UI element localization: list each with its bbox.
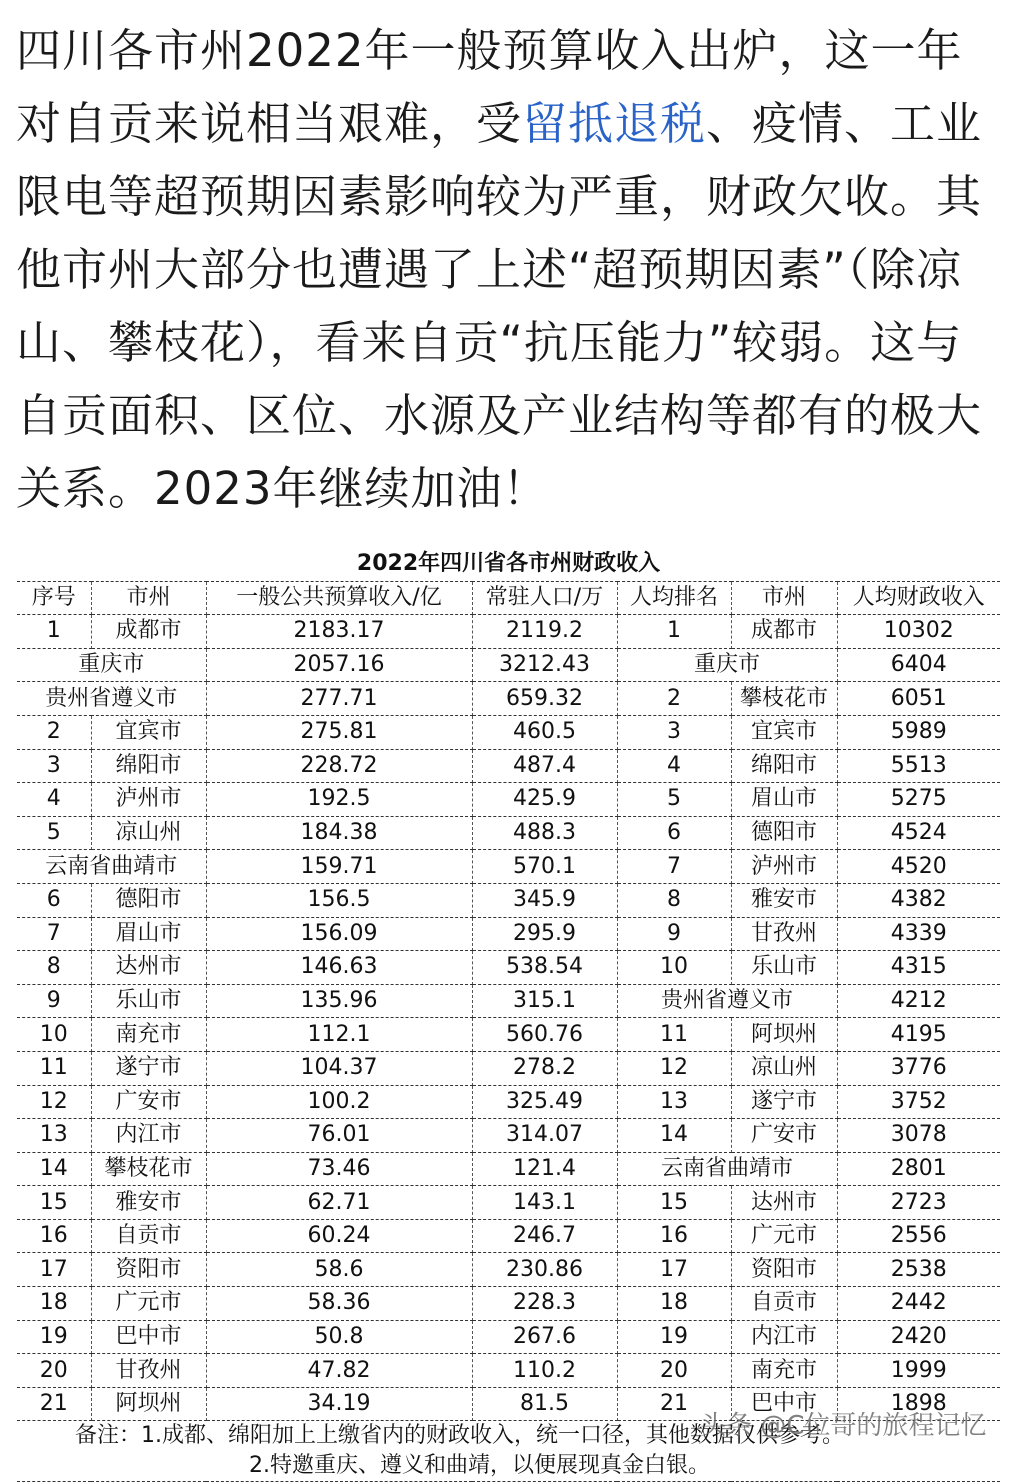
note-line-2: 2.特邀重庆、遵义和曲靖，以便展现真金白银。 <box>249 1453 710 1479</box>
cell-population: 295.9 <box>472 917 617 951</box>
cell-no: 9 <box>17 984 91 1018</box>
cell-city: 内江市 <box>91 1119 206 1153</box>
cell-city: 广元市 <box>91 1287 206 1321</box>
cell-per-capita: 4382 <box>837 883 1000 917</box>
cell-city: 贵州省遵义市 <box>17 682 206 716</box>
cell-no: 2 <box>17 715 91 749</box>
header-city: 市州 <box>91 581 206 615</box>
cell-city: 攀枝花市 <box>91 1152 206 1186</box>
cell-rank-city: 眉山市 <box>731 783 837 817</box>
cell-city: 成都市 <box>91 615 206 649</box>
cell-revenue: 184.38 <box>206 816 472 850</box>
table-row <box>17 1287 1000 1321</box>
table-row <box>17 648 1000 682</box>
cell-revenue: 228.72 <box>206 749 472 783</box>
cell-no: 17 <box>17 1253 91 1287</box>
table-row <box>17 1320 1000 1354</box>
cell-no: 19 <box>17 1320 91 1354</box>
cell-population: 345.9 <box>472 883 617 917</box>
cell-revenue: 60.24 <box>206 1219 472 1253</box>
cell-no: 5 <box>17 816 91 850</box>
table-row <box>17 682 1000 716</box>
table-row <box>17 1051 1000 1085</box>
cell-rank-city: 内江市 <box>731 1320 837 1354</box>
header-rank: 人均排名 <box>617 581 731 615</box>
cell-population: 325.49 <box>472 1085 617 1119</box>
cell-no: 3 <box>17 749 91 783</box>
cell-rank: 9 <box>617 917 731 951</box>
header-population: 常驻人口/万 <box>472 581 617 615</box>
table-row <box>17 1018 1000 1052</box>
cell-rank-city: 甘孜州 <box>731 917 837 951</box>
cell-population: 488.3 <box>472 816 617 850</box>
cell-city: 云南省曲靖市 <box>17 850 206 884</box>
cell-revenue: 58.36 <box>206 1287 472 1321</box>
cell-city: 巴中市 <box>91 1320 206 1354</box>
table-row <box>17 1152 1000 1186</box>
cell-rank: 1 <box>617 615 731 649</box>
cell-no: 13 <box>17 1119 91 1153</box>
cell-per-capita: 2442 <box>837 1287 1000 1321</box>
cell-population: 81.5 <box>472 1387 617 1421</box>
cell-revenue: 100.2 <box>206 1085 472 1119</box>
cell-rank: 15 <box>617 1186 731 1220</box>
cell-revenue: 112.1 <box>206 1018 472 1052</box>
cell-rank-city: 泸州市 <box>731 850 837 884</box>
watermark: 头条 @C位哥的旅程记忆 <box>700 1411 987 1441</box>
cell-no: 12 <box>17 1085 91 1119</box>
cell-per-capita: 2556 <box>837 1219 1000 1253</box>
cell-per-capita: 10302 <box>837 615 1000 649</box>
cell-population: 143.1 <box>472 1186 617 1220</box>
table-row <box>17 951 1000 985</box>
cell-city: 自贡市 <box>91 1219 206 1253</box>
cell-rank: 12 <box>617 1051 731 1085</box>
cell-per-capita: 6404 <box>837 648 1000 682</box>
cell-per-capita: 2801 <box>837 1152 1000 1186</box>
cell-city: 雅安市 <box>91 1186 206 1220</box>
table-row <box>17 917 1000 951</box>
table-row <box>17 1186 1000 1220</box>
cell-city: 达州市 <box>91 951 206 985</box>
cell-population: 2119.2 <box>472 615 617 649</box>
cell-city: 泸州市 <box>91 783 206 817</box>
cell-city: 阿坝州 <box>91 1387 206 1421</box>
cell-per-capita: 1898 <box>837 1387 1000 1421</box>
cell-no: 16 <box>17 1219 91 1253</box>
table-row <box>17 749 1000 783</box>
cell-revenue: 146.63 <box>206 951 472 985</box>
cell-population: 110.2 <box>472 1354 617 1388</box>
cell-per-capita: 3752 <box>837 1085 1000 1119</box>
cell-no: 6 <box>17 883 91 917</box>
cell-city: 德阳市 <box>91 883 206 917</box>
cell-no: 11 <box>17 1051 91 1085</box>
cell-per-capita: 3776 <box>837 1051 1000 1085</box>
cell-no: 14 <box>17 1152 91 1186</box>
cell-per-capita: 2420 <box>837 1320 1000 1354</box>
cell-revenue: 76.01 <box>206 1119 472 1153</box>
header-no: 序号 <box>17 581 91 615</box>
cell-rank: 21 <box>617 1387 731 1421</box>
finance-table-image <box>17 548 1000 1482</box>
cell-rank-city: 乐山市 <box>731 951 837 985</box>
cell-revenue: 156.5 <box>206 883 472 917</box>
cell-population: 278.2 <box>472 1051 617 1085</box>
cell-revenue: 156.09 <box>206 917 472 951</box>
cell-population: 3212.43 <box>472 648 617 682</box>
cell-per-capita: 4195 <box>837 1018 1000 1052</box>
table-row <box>17 1219 1000 1253</box>
cell-revenue: 192.5 <box>206 783 472 817</box>
table-row <box>17 850 1000 884</box>
cell-per-capita: 3078 <box>837 1119 1000 1153</box>
header-per-capita: 人均财政收入 <box>837 581 1000 615</box>
cell-no: 15 <box>17 1186 91 1220</box>
cell-no: 20 <box>17 1354 91 1388</box>
cell-revenue: 34.19 <box>206 1387 472 1421</box>
cell-revenue: 159.71 <box>206 850 472 884</box>
header-revenue: 一般公共预算收入/亿 <box>206 581 472 615</box>
cell-city: 重庆市 <box>17 648 206 682</box>
cell-per-capita: 4212 <box>837 984 1000 1018</box>
cell-revenue: 73.46 <box>206 1152 472 1186</box>
cell-population: 570.1 <box>472 850 617 884</box>
cell-rank: 13 <box>617 1085 731 1119</box>
cell-population: 659.32 <box>472 682 617 716</box>
cell-per-capita: 4520 <box>837 850 1000 884</box>
article-text <box>16 14 1001 525</box>
table-row <box>17 615 1000 649</box>
cell-rank-city: 阿坝州 <box>731 1018 837 1052</box>
table-row <box>17 1253 1000 1287</box>
cell-rank-city: 资阳市 <box>731 1253 837 1287</box>
cell-rank-city: 德阳市 <box>731 816 837 850</box>
cell-rank: 2 <box>617 682 731 716</box>
cell-per-capita: 2538 <box>837 1253 1000 1287</box>
table-row <box>17 783 1000 817</box>
cell-rank: 5 <box>617 783 731 817</box>
cell-population: 228.3 <box>472 1287 617 1321</box>
cell-revenue: 58.6 <box>206 1253 472 1287</box>
cell-no: 4 <box>17 783 91 817</box>
cell-rank-city: 雅安市 <box>731 883 837 917</box>
cell-no: 1 <box>17 615 91 649</box>
cell-population: 314.07 <box>472 1119 617 1153</box>
cell-revenue: 135.96 <box>206 984 472 1018</box>
cell-per-capita: 1999 <box>837 1354 1000 1388</box>
cell-rank-city: 攀枝花市 <box>731 682 837 716</box>
cell-rank: 20 <box>617 1354 731 1388</box>
cell-rank: 7 <box>617 850 731 884</box>
cell-per-capita: 4315 <box>837 951 1000 985</box>
cell-rank-city: 绵阳市 <box>731 749 837 783</box>
cell-per-capita: 4524 <box>837 816 1000 850</box>
cell-population: 560.76 <box>472 1018 617 1052</box>
cell-rank: 6 <box>617 816 731 850</box>
cell-rank: 3 <box>617 715 731 749</box>
cell-rank: 18 <box>617 1287 731 1321</box>
cell-per-capita: 2723 <box>837 1186 1000 1220</box>
finance-table <box>17 548 1000 1482</box>
table-row <box>17 715 1000 749</box>
header-rank-city: 市州 <box>731 581 837 615</box>
cell-city: 眉山市 <box>91 917 206 951</box>
cell-rank: 10 <box>617 951 731 985</box>
cell-revenue: 47.82 <box>206 1354 472 1388</box>
note-line-1: 备注：1.成都、绵阳加上上缴省内的财政收入，统一口径，其他数据仅供参考。 <box>75 1423 844 1449</box>
cell-revenue: 62.71 <box>206 1186 472 1220</box>
article-text-start: 四川各市州2022年一般预算收入出炉，这一年对自贡来说相当艰难，受 <box>16 24 963 150</box>
table-row <box>17 984 1000 1018</box>
cell-population: 487.4 <box>472 749 617 783</box>
cell-rank: 8 <box>617 883 731 917</box>
cell-rank-city: 云南省曲靖市 <box>617 1152 837 1186</box>
cell-city: 绵阳市 <box>91 749 206 783</box>
cell-rank-city: 成都市 <box>731 615 837 649</box>
cell-revenue: 2057.16 <box>206 648 472 682</box>
article-text-end: 、疫情、工业限电等超预期因素影响较为严重，财政欠收。其他市州大部分也遭遇了上述“超预期因素”（除凉山、攀枝花），看来自贡“抗压能力”较弱。这与自贡面积、区位、水源及产业结构等都有的极大关系。2023年继续加油！ <box>16 97 983 515</box>
table-row <box>17 1085 1000 1119</box>
cell-rank-city: 广元市 <box>731 1219 837 1253</box>
cell-per-capita: 6051 <box>837 682 1000 716</box>
cell-per-capita: 5275 <box>837 783 1000 817</box>
cell-revenue: 104.37 <box>206 1051 472 1085</box>
cell-rank-city: 广安市 <box>731 1119 837 1153</box>
cell-rank-city: 巴中市 <box>731 1387 837 1421</box>
cell-rank: 16 <box>617 1219 731 1253</box>
cell-rank-city: 贵州省遵义市 <box>617 984 837 1018</box>
cell-per-capita: 5989 <box>837 715 1000 749</box>
cell-city: 乐山市 <box>91 984 206 1018</box>
cell-per-capita: 5513 <box>837 749 1000 783</box>
cell-population: 121.4 <box>472 1152 617 1186</box>
cell-revenue: 50.8 <box>206 1320 472 1354</box>
cell-rank-city: 凉山州 <box>731 1051 837 1085</box>
cell-population: 315.1 <box>472 984 617 1018</box>
table-row <box>17 1354 1000 1388</box>
cell-population: 246.7 <box>472 1219 617 1253</box>
cell-no: 7 <box>17 917 91 951</box>
cell-no: 10 <box>17 1018 91 1052</box>
table-row <box>17 1119 1000 1153</box>
cell-rank: 4 <box>617 749 731 783</box>
cell-city: 南充市 <box>91 1018 206 1052</box>
cell-city: 广安市 <box>91 1085 206 1119</box>
table-body <box>17 615 1000 1421</box>
cell-population: 460.5 <box>472 715 617 749</box>
cell-rank: 11 <box>617 1018 731 1052</box>
cell-rank-city: 自贡市 <box>731 1287 837 1321</box>
cell-revenue: 2183.17 <box>206 615 472 649</box>
table-title: 2022年四川省各市州财政收入 <box>17 548 1000 581</box>
cell-city: 凉山州 <box>91 816 206 850</box>
cell-population: 230.86 <box>472 1253 617 1287</box>
cell-rank-city: 重庆市 <box>617 648 837 682</box>
cell-population: 267.6 <box>472 1320 617 1354</box>
cell-revenue: 277.71 <box>206 682 472 716</box>
cell-rank-city: 遂宁市 <box>731 1085 837 1119</box>
cell-revenue: 275.81 <box>206 715 472 749</box>
table-row <box>17 883 1000 917</box>
cell-no: 21 <box>17 1387 91 1421</box>
cell-no: 18 <box>17 1287 91 1321</box>
cell-city: 宜宾市 <box>91 715 206 749</box>
cell-per-capita: 4339 <box>837 917 1000 951</box>
cell-rank-city: 达州市 <box>731 1186 837 1220</box>
cell-rank: 17 <box>617 1253 731 1287</box>
cell-population: 425.9 <box>472 783 617 817</box>
cell-rank-city: 南充市 <box>731 1354 837 1388</box>
tax-refund-link[interactable]: 留抵退税 <box>522 97 707 150</box>
cell-city: 遂宁市 <box>91 1051 206 1085</box>
header-row <box>17 581 1000 615</box>
table-row <box>17 816 1000 850</box>
cell-rank: 19 <box>617 1320 731 1354</box>
cell-population: 538.54 <box>472 951 617 985</box>
cell-city: 资阳市 <box>91 1253 206 1287</box>
cell-rank-city: 宜宾市 <box>731 715 837 749</box>
cell-no: 8 <box>17 951 91 985</box>
cell-rank: 14 <box>617 1119 731 1153</box>
cell-city: 甘孜州 <box>91 1354 206 1388</box>
